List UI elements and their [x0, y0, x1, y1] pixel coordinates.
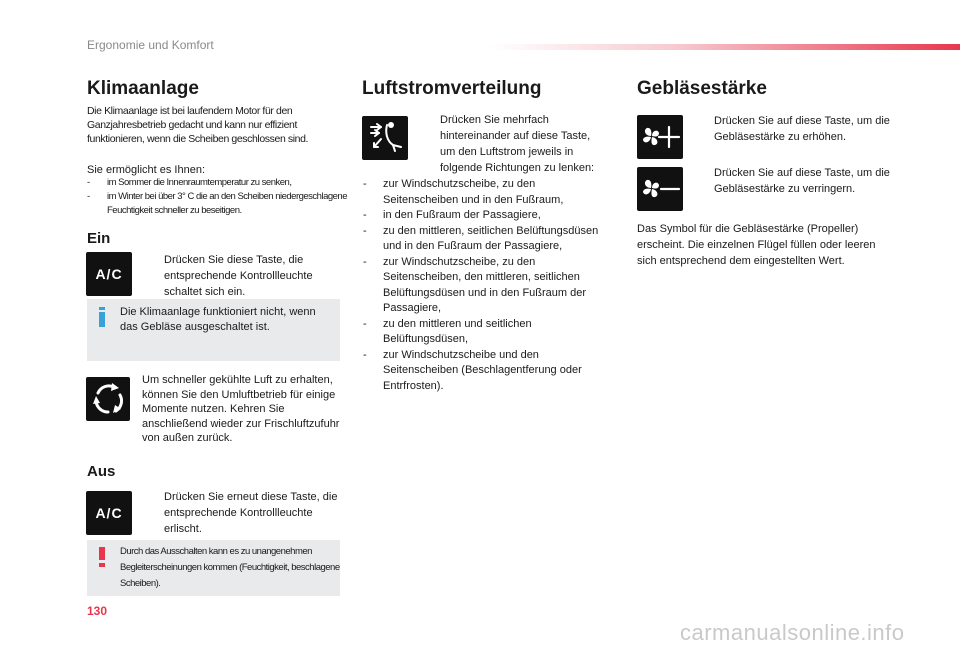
header-accent-bar [490, 44, 960, 50]
klimaanlage-heading: Klimaanlage [87, 78, 199, 99]
section-title: Ergonomie und Komfort [87, 38, 214, 52]
warning-box [87, 540, 340, 596]
recirculation-icon [88, 379, 128, 419]
list-item: - zu den mittleren, seitlichen Belüftungsdüsen und in den Fußraum der Passagiere, [363, 224, 599, 252]
fan-plus-icon [639, 117, 681, 157]
fan-increase-button[interactable] [637, 115, 683, 159]
warning-icon [99, 547, 105, 567]
ac-label: A/C [95, 266, 123, 282]
ac-label: A/C [95, 505, 123, 521]
recirculation-button[interactable] [86, 377, 130, 421]
list-item: - im Sommer die Innenraumtemperatur zu senken, [87, 177, 292, 188]
bullet-icon [692, 165, 714, 197]
info-icon [97, 307, 107, 327]
air-direction-list [363, 177, 608, 394]
geblaesestaerke-heading: Gebläsestärke [637, 78, 767, 99]
watermark: carmanualsonline.info [680, 620, 905, 645]
klimaanlage-intro: Die Klimaanlage ist bei laufendem Motor für den Ganzjahresbetrieb gedacht und kann nur effizient funktionieren, wenn die Scheiben geschlossen sind. [87, 105, 309, 145]
air-distribution-icon [365, 119, 405, 157]
ac-button-on[interactable] [86, 252, 132, 296]
bullet-icon [142, 489, 164, 537]
fan-minus-icon [639, 169, 681, 209]
list-item: - zur Windschutzscheibe, zu den Seitenscheiben und in den Fußraum, [363, 178, 564, 206]
list-item: - im Winter bei über 3° C die an den Scheiben niedergeschlagene Feuchtigkeit schneller zu beseitigen. [87, 191, 347, 216]
list-item: - zu den mittleren und seitlichen Belüftungsdüsen, [363, 317, 532, 345]
air-distribution-button[interactable] [362, 116, 408, 160]
page-number: 130 [87, 604, 108, 618]
bullet-icon [142, 252, 164, 300]
fan-decrease-button[interactable] [637, 167, 683, 211]
ein-heading: Ein [87, 230, 111, 247]
air-distribution-intro: Drücken Sie mehrfach hintereinander auf diese Taste, um den Luftstrom jeweils in folgende Richtungen zu lenken: [418, 112, 608, 176]
list-item: - zur Windschutzscheibe, zu den Seitenscheiben, den mittleren, seitlichen Belüftungsdüsen und in den Fußraum der Passagiere, [363, 255, 587, 314]
aus-instruction: Drücken Sie erneut diese Taste, die entsprechende Kontrollleuchte erlischt. [142, 489, 340, 537]
aus-heading: Aus [87, 463, 116, 480]
bullet-icon [692, 113, 714, 145]
list-item: - zur Windschutzscheibe und den Seitenscheiben (Beschlagentferung oder Entrfrosten). [363, 348, 582, 392]
fan-decrease-instruction: Drücken Sie auf diese Taste, um die Gebläsestärke zu verringern. [692, 165, 892, 197]
ein-instruction: Drücken Sie diese Taste, die entsprechende Kontrollleuchte schaltet sich ein. [142, 252, 340, 300]
warning-text: Durch das Ausschalten kann es zu unangenehmen Begleiterscheinungen kommen (Feuchtigkeit, beschlagene Scheiben). [120, 546, 340, 589]
enables-label: Sie ermöglicht es Ihnen: [87, 164, 206, 176]
ac-button-off[interactable] [86, 491, 132, 535]
info-box [87, 299, 340, 361]
bullet-icon [418, 112, 440, 176]
recirculation-text: Um schneller gekühlte Luft zu erhalten, können Sie den Umluftbetrieb für einige Momente nutzen. Kehren Sie anschließend wieder zur Frischluftzufuhr von außen zurück. [142, 374, 340, 444]
fan-symbol-description: Das Symbol für die Gebläsestärke (Propeller) erscheint. Die einzelnen Flügel füllen oder leeren sich entsprechend dem eingestellten Wert. [637, 223, 876, 267]
fan-increase-instruction: Drücken Sie auf diese Taste, um die Gebläsestärke zu erhöhen. [692, 113, 892, 145]
info-text: Die Klimaanlage funktioniert nicht, wenn das Gebläse ausgeschaltet ist. [120, 306, 316, 333]
list-item: - in den Fußraum der Passagiere, [363, 209, 541, 221]
luftstromverteilung-heading: Luftstromverteilung [362, 78, 542, 99]
enables-list [87, 176, 347, 218]
